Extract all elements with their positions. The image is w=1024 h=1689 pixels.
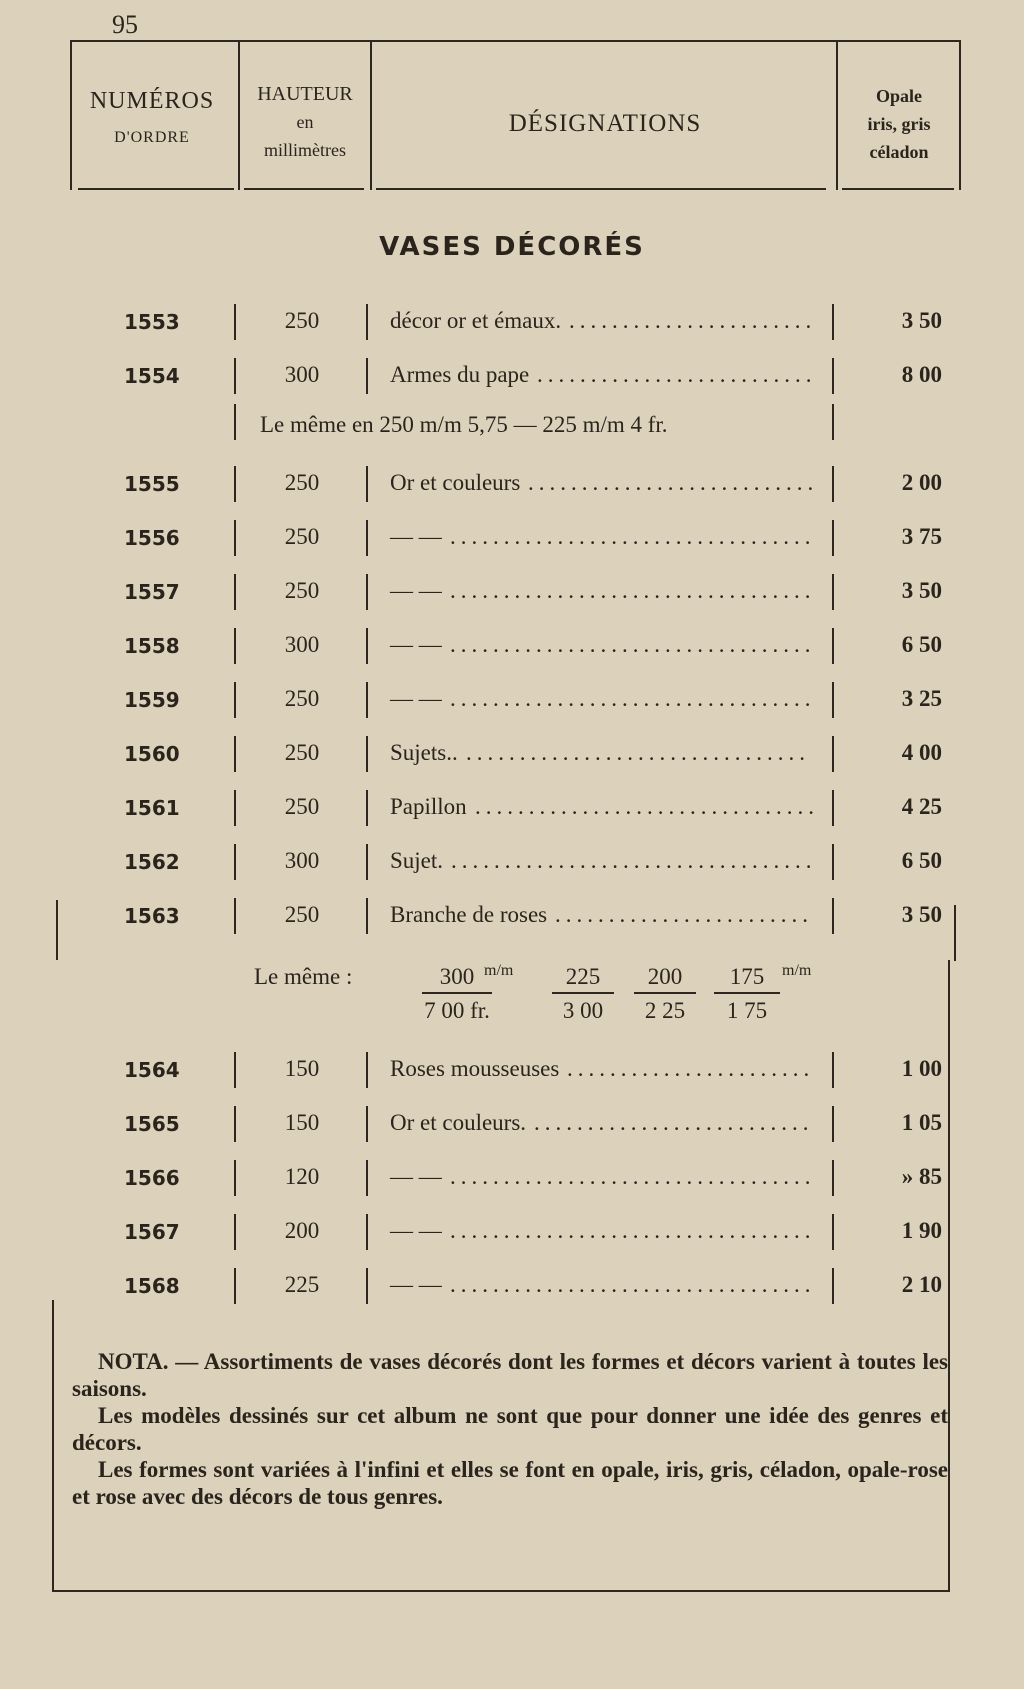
order-number: 1568 bbox=[124, 1274, 180, 1298]
order-number: 1566 bbox=[124, 1166, 180, 1190]
height-mm: 250 bbox=[284, 902, 320, 927]
column-separator bbox=[234, 358, 236, 394]
page-number: 95 bbox=[112, 10, 138, 39]
table-row bbox=[0, 304, 1024, 344]
header-opale-line3: céladon bbox=[869, 142, 929, 162]
price: 2 10 bbox=[901, 1272, 942, 1297]
height-mm: 250 bbox=[284, 794, 320, 819]
designation: — — bbox=[390, 1218, 442, 1243]
order-number: 1553 bbox=[124, 310, 180, 334]
order-number: 1555 bbox=[124, 472, 180, 496]
nota-paragraph: Les modèles dessinés sur cet album ne sont que pour donner une idée des genres et décors. bbox=[72, 1403, 948, 1455]
dot-leader: .................................. bbox=[450, 578, 816, 603]
column-separator bbox=[832, 1106, 834, 1142]
variant-1554: Le même en 250 m/m 5,75 — 225 m/m 4 fr. bbox=[260, 412, 668, 437]
column-separator bbox=[832, 790, 834, 826]
column-separator bbox=[832, 628, 834, 664]
height-mm: 250 bbox=[284, 578, 320, 603]
column-separator bbox=[366, 1214, 368, 1250]
price: 6 50 bbox=[901, 632, 942, 657]
fraction-height: 175 bbox=[714, 964, 780, 994]
price: 1 90 bbox=[901, 1218, 942, 1243]
designation: Papillon bbox=[390, 794, 467, 819]
price: 3 50 bbox=[901, 902, 942, 927]
column-separator bbox=[234, 898, 236, 934]
column-separator bbox=[234, 844, 236, 880]
column-separator bbox=[234, 1160, 236, 1196]
table-row bbox=[0, 1268, 1024, 1308]
table-row bbox=[0, 736, 1024, 776]
nota-paragraph: Les formes sont variées à l'infini et elles se font en opale, iris, gris, céladon, opale-rose et rose avec des décors de tous genres. bbox=[72, 1457, 948, 1509]
price: » 85 bbox=[901, 1164, 942, 1189]
column-separator bbox=[366, 520, 368, 556]
table-row bbox=[0, 628, 1024, 668]
column-separator bbox=[832, 1052, 834, 1088]
designation: Branche de roses bbox=[390, 902, 548, 927]
column-separator bbox=[366, 628, 368, 664]
header-rule bbox=[244, 188, 364, 190]
column-separator bbox=[832, 358, 834, 394]
height-mm: 250 bbox=[284, 524, 320, 549]
column-separator bbox=[366, 1106, 368, 1142]
designation: — — bbox=[390, 632, 442, 657]
table-row bbox=[0, 844, 1024, 884]
price: 3 75 bbox=[901, 524, 942, 549]
fraction-price: 1 75 bbox=[726, 998, 768, 1023]
column-separator bbox=[366, 574, 368, 610]
column-separator bbox=[366, 304, 368, 340]
table-row bbox=[0, 1106, 1024, 1146]
column-separator bbox=[366, 358, 368, 394]
dot-leader: .................................. bbox=[451, 848, 817, 873]
price: 4 25 bbox=[901, 794, 942, 819]
header-numeros-line2: D'ORDRE bbox=[114, 129, 190, 146]
designation: Or et couleurs. bbox=[390, 1110, 527, 1135]
column-separator bbox=[366, 898, 368, 934]
column-separator bbox=[832, 304, 834, 340]
fraction-height: 200 bbox=[634, 964, 696, 994]
header-hauteur-line2: en bbox=[296, 112, 314, 132]
header-rule bbox=[78, 188, 234, 190]
order-number: 1557 bbox=[124, 580, 180, 604]
designation: — — bbox=[390, 1164, 442, 1189]
designation: — — bbox=[390, 1272, 442, 1297]
fraction-price: 3 00 bbox=[562, 998, 604, 1023]
designation: — — bbox=[390, 524, 442, 549]
column-separator bbox=[234, 574, 236, 610]
section-title: VASES DÉCORÉS bbox=[379, 232, 645, 262]
table-row bbox=[0, 466, 1024, 506]
variant-1563-fraction bbox=[634, 964, 696, 1024]
column-separator bbox=[234, 1214, 236, 1250]
fraction-height: 300 bbox=[422, 964, 492, 994]
fraction-price: 7 00 fr. bbox=[424, 998, 490, 1023]
height-mm: 150 bbox=[284, 1056, 320, 1081]
table-row bbox=[0, 898, 1024, 938]
header-numeros bbox=[72, 88, 232, 147]
header-hauteur bbox=[240, 80, 370, 164]
table-row bbox=[0, 682, 1024, 722]
column-separator bbox=[832, 1214, 834, 1250]
table-row bbox=[0, 574, 1024, 614]
table-row bbox=[0, 358, 1024, 398]
column-separator bbox=[366, 466, 368, 502]
order-number: 1565 bbox=[124, 1112, 180, 1136]
variant-1563-unit: m/m bbox=[782, 962, 812, 979]
height-mm: 120 bbox=[284, 1164, 320, 1189]
price: 1 05 bbox=[901, 1110, 942, 1135]
order-number: 1554 bbox=[124, 364, 180, 388]
column-separator bbox=[234, 404, 236, 440]
column-separator bbox=[832, 1160, 834, 1196]
column-separator bbox=[366, 790, 368, 826]
header-designations: DÉSIGNATIONS bbox=[508, 110, 702, 137]
column-separator bbox=[832, 898, 834, 934]
fraction-price: 2 25 bbox=[644, 998, 686, 1023]
price: 3 50 bbox=[901, 578, 942, 603]
price: 4 00 bbox=[901, 740, 942, 765]
order-number: 1561 bbox=[124, 796, 180, 820]
dot-leader: .................................. bbox=[450, 686, 816, 711]
column-separator bbox=[366, 736, 368, 772]
column-separator bbox=[366, 682, 368, 718]
order-number: 1556 bbox=[124, 526, 180, 550]
header-opale-line1: Opale bbox=[875, 86, 922, 106]
table-row bbox=[0, 790, 1024, 830]
table-row bbox=[0, 520, 1024, 560]
column-separator bbox=[832, 682, 834, 718]
order-number: 1563 bbox=[124, 904, 180, 928]
dot-leader: ................................ bbox=[475, 794, 819, 819]
table-frame-left-bottom bbox=[52, 1300, 54, 1590]
column-separator bbox=[234, 790, 236, 826]
column-separator bbox=[832, 1268, 834, 1304]
column-separator bbox=[366, 1268, 368, 1304]
order-number: 1567 bbox=[124, 1220, 180, 1244]
header-numeros-line1: NUMÉROS bbox=[89, 88, 215, 114]
order-number: 1560 bbox=[124, 742, 180, 766]
designation: Sujet. bbox=[390, 848, 444, 873]
dot-leader: .................................. bbox=[450, 1164, 816, 1189]
nota-block bbox=[72, 1348, 948, 1510]
height-mm: 250 bbox=[284, 740, 320, 765]
height-mm: 250 bbox=[284, 308, 320, 333]
variant-1563-label: Le même : bbox=[254, 964, 353, 989]
column-separator bbox=[832, 404, 834, 440]
height-mm: 225 bbox=[284, 1272, 320, 1297]
variant-1563-unit: m/m bbox=[484, 962, 514, 979]
column-separator bbox=[832, 574, 834, 610]
fraction-height: 225 bbox=[552, 964, 614, 994]
nota-paragraph: NOTA. — Assortiments de vases décorés dont les formes et décors varient à toutes les saisons. bbox=[72, 1349, 948, 1401]
table-row bbox=[0, 1052, 1024, 1092]
height-mm: 150 bbox=[284, 1110, 320, 1135]
table-frame-bottom bbox=[52, 1590, 948, 1592]
order-number: 1559 bbox=[124, 688, 180, 712]
price: 1 00 bbox=[901, 1056, 942, 1081]
header-hauteur-line1: HAUTEUR bbox=[257, 83, 353, 105]
column-separator bbox=[234, 520, 236, 556]
column-separator bbox=[832, 466, 834, 502]
order-number: 1562 bbox=[124, 850, 180, 874]
designation: — — bbox=[390, 686, 442, 711]
height-mm: 200 bbox=[284, 1218, 320, 1243]
column-separator bbox=[366, 844, 368, 880]
price: 2 00 bbox=[901, 470, 942, 495]
dot-leader: .................................. bbox=[450, 1218, 816, 1243]
variant-1563-fraction bbox=[422, 964, 492, 1024]
header-rule bbox=[376, 188, 826, 190]
height-mm: 300 bbox=[284, 632, 320, 657]
column-separator bbox=[366, 1052, 368, 1088]
dot-leader: ....................... bbox=[569, 308, 817, 333]
price: 8 00 bbox=[901, 362, 942, 387]
column-separator bbox=[234, 628, 236, 664]
designation: — — bbox=[390, 578, 442, 603]
height-mm: 250 bbox=[284, 686, 320, 711]
designation: décor or et émaux. bbox=[390, 308, 562, 333]
designation: Or et couleurs bbox=[390, 470, 521, 495]
column-separator bbox=[832, 520, 834, 556]
dot-leader: ........................... bbox=[528, 470, 819, 495]
price: 3 50 bbox=[901, 308, 942, 333]
height-mm: 300 bbox=[284, 362, 320, 387]
table-row bbox=[0, 1160, 1024, 1200]
designation: Armes du pape bbox=[390, 362, 530, 387]
header-opale bbox=[840, 82, 958, 166]
price: 3 25 bbox=[901, 686, 942, 711]
order-number: 1564 bbox=[124, 1058, 180, 1082]
column-separator bbox=[234, 736, 236, 772]
column-separator bbox=[234, 1106, 236, 1142]
dot-leader: ........................ bbox=[555, 902, 813, 927]
designation: Roses mousseuses bbox=[390, 1056, 560, 1081]
column-separator bbox=[366, 1160, 368, 1196]
table-frame-right bbox=[959, 40, 961, 190]
dot-leader: .................................. bbox=[450, 632, 816, 657]
table-row bbox=[0, 1214, 1024, 1254]
column-separator bbox=[234, 466, 236, 502]
designation: Sujets.. bbox=[390, 740, 458, 765]
dot-leader: ....................... bbox=[567, 1056, 815, 1081]
header-opale-line2: iris, gris bbox=[867, 114, 931, 134]
column-separator bbox=[234, 1268, 236, 1304]
header-hauteur-line3: millimètres bbox=[264, 140, 346, 160]
dot-leader: .................................. bbox=[450, 1272, 816, 1297]
price: 6 50 bbox=[901, 848, 942, 873]
column-separator bbox=[234, 304, 236, 340]
dot-leader: .................................. bbox=[450, 524, 816, 549]
order-number: 1558 bbox=[124, 634, 180, 658]
column-separator bbox=[832, 844, 834, 880]
dot-leader: ................................ bbox=[466, 740, 810, 765]
dot-leader: .......................... bbox=[537, 362, 817, 387]
height-mm: 300 bbox=[284, 848, 320, 873]
column-separator bbox=[234, 1052, 236, 1088]
variant-1563-fraction bbox=[714, 964, 780, 1024]
column-separator bbox=[832, 736, 834, 772]
dot-leader: .......................... bbox=[534, 1110, 814, 1135]
column-separator bbox=[234, 682, 236, 718]
table-frame-top bbox=[70, 40, 960, 42]
variant-1563-fraction bbox=[552, 964, 614, 1024]
height-mm: 250 bbox=[284, 470, 320, 495]
header-rule bbox=[842, 188, 954, 190]
